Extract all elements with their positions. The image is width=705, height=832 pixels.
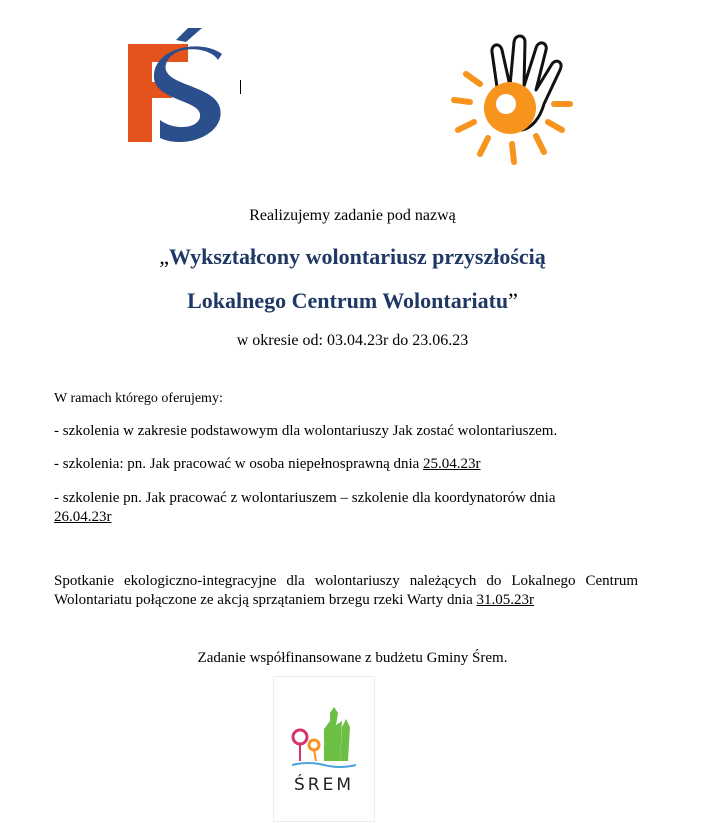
list-item-text: - szkolenia: pn. Jak pracować w osoba niepełnosprawną dnia bbox=[54, 456, 424, 472]
list-item-text: - szkolenie pn. Jak pracować z wolontariuszem – szkolenie dla koordynatorów dnia bbox=[54, 490, 556, 506]
srem-logo bbox=[273, 676, 375, 822]
title-line-1 bbox=[0, 244, 705, 270]
period-text: w okresie od: 03.04.23r do 23.06.23 bbox=[236, 332, 469, 349]
quote-open: „ bbox=[159, 244, 169, 269]
list-item-date: 25.04.23r bbox=[423, 456, 481, 472]
title-line-2-text: Lokalnego Centrum Wolontariatu bbox=[187, 288, 509, 313]
list-item bbox=[54, 455, 481, 474]
funding-text: Zadanie współfinansowane z budżetu Gminy Śrem. bbox=[197, 650, 508, 666]
srem-label: ŚREM bbox=[293, 775, 354, 795]
meeting-paragraph bbox=[54, 572, 638, 610]
srem-emblem-icon bbox=[274, 677, 374, 821]
hand-sun-icon bbox=[440, 34, 580, 166]
meeting-text: Spotkanie ekologiczno-integracyjne dla wolontariuszy należących do Lokalnego Centrum Wolontariatu połączone ze akcją sprzątaniem brzegu rzeki Warty dnia bbox=[54, 573, 638, 608]
title-line-2 bbox=[0, 288, 705, 314]
text-cursor bbox=[240, 80, 241, 94]
fs-logo bbox=[126, 28, 226, 146]
list-item bbox=[54, 489, 644, 527]
offer-intro: W ramach którego oferujemy: bbox=[54, 391, 223, 406]
intro-text: Realizujemy zadanie pod nazwą bbox=[249, 207, 456, 224]
list-item: - szkolenia w zakresie podstawowym dla wolontariuszy Jak zostać wolontariuszem. bbox=[54, 423, 558, 439]
title-line-1-text: Wykształcony wolontariusz przyszłością bbox=[168, 244, 546, 269]
quote-close: ” bbox=[508, 288, 518, 313]
meeting-date: 31.05.23r bbox=[476, 592, 535, 608]
list-item-date: 26.04.23r bbox=[54, 509, 112, 525]
